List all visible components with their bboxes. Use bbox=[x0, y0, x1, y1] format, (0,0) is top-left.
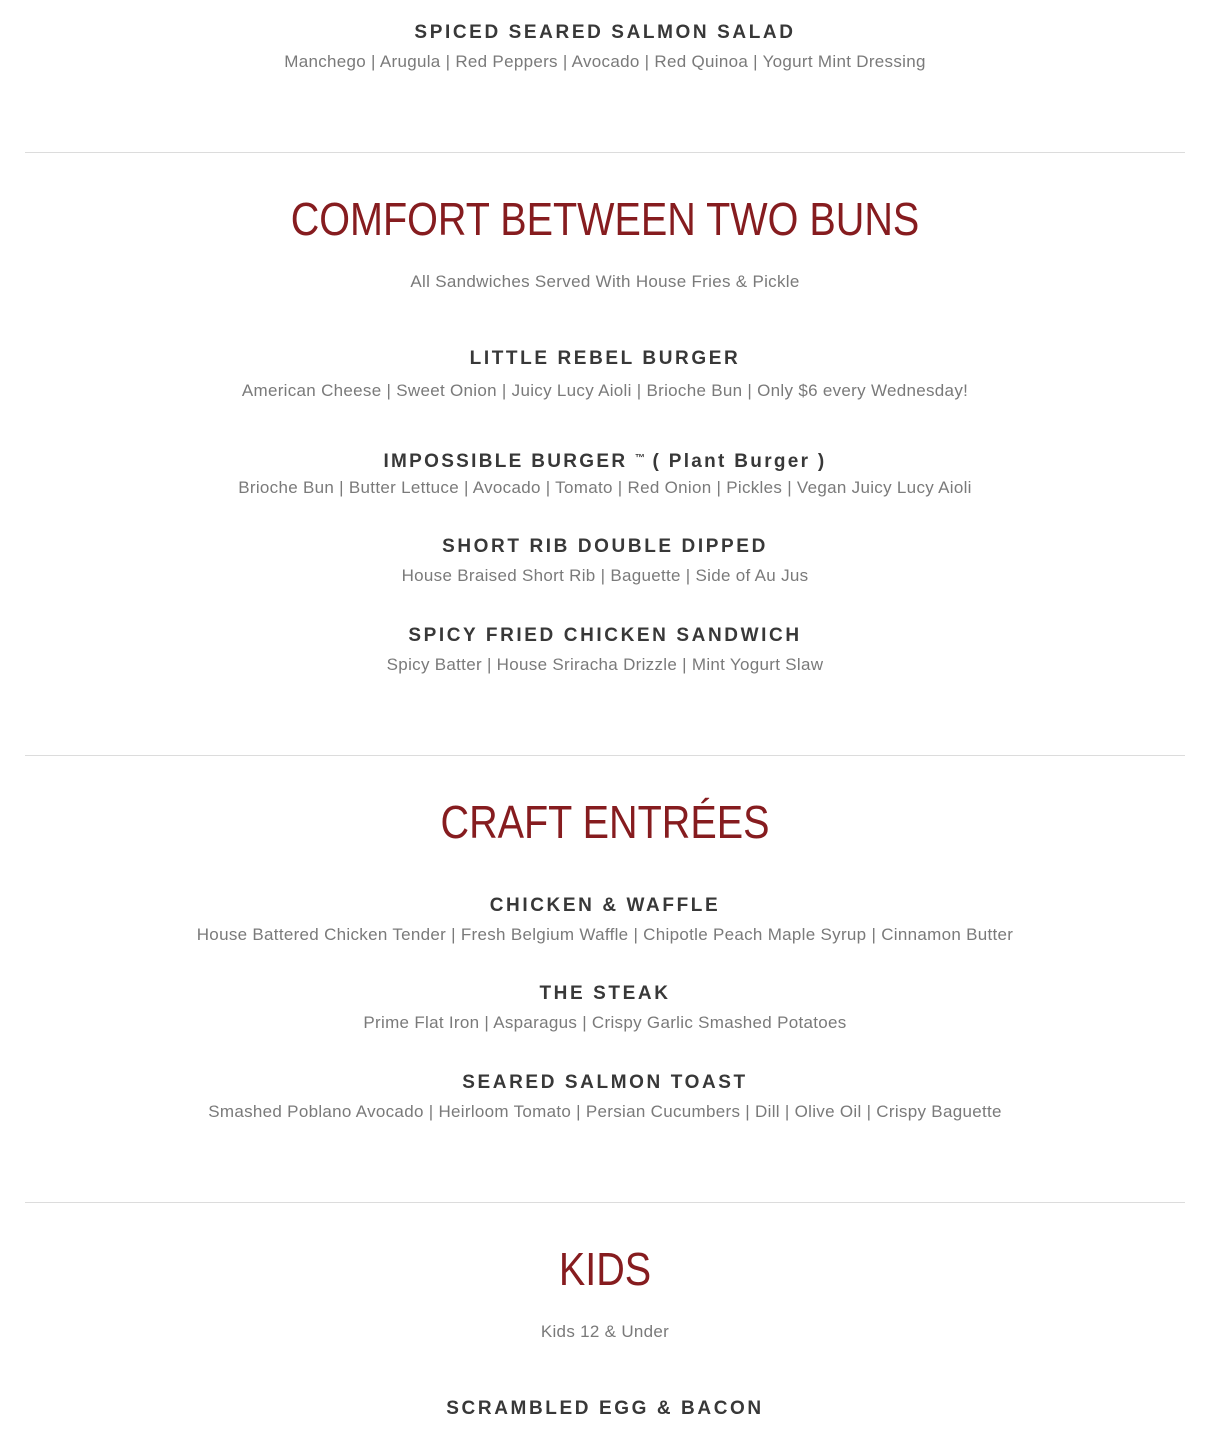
menu-item-name: SCRAMBLED EGG & BACON bbox=[446, 1398, 764, 1419]
menu-item-description: American Cheese | Sweet Onion | Juicy Lucy Aioli | Brioche Bun | Only $6 every Wednesday! bbox=[241, 381, 969, 400]
menu-item-name-impossible bbox=[0, 447, 1210, 474]
section-divider bbox=[25, 755, 1185, 756]
menu-item-name: SPICED SEARED SALMON SALAD bbox=[414, 22, 796, 43]
section-title-entrees: CRAFT ENTRÉES bbox=[440, 796, 770, 848]
menu-item-name-suffix: ( Plant Burger ) bbox=[652, 451, 827, 472]
menu-item-description: House Battered Chicken Tender | Fresh Belgium Waffle | Chipotle Peach Maple Syrup | Cinnamon Butter bbox=[196, 925, 1014, 944]
section-title-kids: KIDS bbox=[558, 1243, 652, 1295]
section-note-kids: Kids 12 & Under bbox=[540, 1322, 670, 1341]
menu-item-description: House Braised Short Rib | Baguette | Side of Au Jus bbox=[401, 566, 809, 585]
menu-item-name: THE STEAK bbox=[539, 983, 671, 1004]
section-note-buns: All Sandwiches Served With House Fries & Pickle bbox=[410, 272, 800, 291]
section-divider bbox=[25, 1202, 1185, 1203]
menu-item-description: Manchego | Arugula | Red Peppers | Avocado | Red Quinoa | Yogurt Mint Dressing bbox=[284, 52, 926, 71]
section-divider bbox=[25, 152, 1185, 153]
menu-item-name: SPICY FRIED CHICKEN SANDWICH bbox=[408, 625, 802, 646]
menu-item-description: Smashed Poblano Avocado | Heirloom Tomato | Persian Cucumbers | Dill | Olive Oil | Crispy Baguette bbox=[208, 1102, 1002, 1121]
section-title-buns: COMFORT BETWEEN TWO BUNS bbox=[290, 193, 920, 245]
menu-item-name: LITTLE REBEL BURGER bbox=[469, 348, 741, 369]
menu-item-description: Spicy Batter | House Sriracha Drizzle | Mint Yogurt Slaw bbox=[386, 655, 824, 674]
menu-item-name-main: IMPOSSIBLE BURGER bbox=[383, 451, 628, 472]
menu-item-description: Prime Flat Iron | Asparagus | Crispy Garlic Smashed Potatoes bbox=[363, 1013, 847, 1032]
menu-item-name: CHICKEN & WAFFLE bbox=[489, 895, 721, 916]
menu-item-name: SHORT RIB DOUBLE DIPPED bbox=[442, 536, 768, 557]
menu-item-description: Brioche Bun | Butter Lettuce | Avocado | Tomato | Red Onion | Pickles | Vegan Juicy Lucy Aioli bbox=[238, 478, 972, 497]
menu-item-name: SEARED SALMON TOAST bbox=[462, 1072, 748, 1093]
trademark-symbol: ™ bbox=[634, 453, 645, 464]
